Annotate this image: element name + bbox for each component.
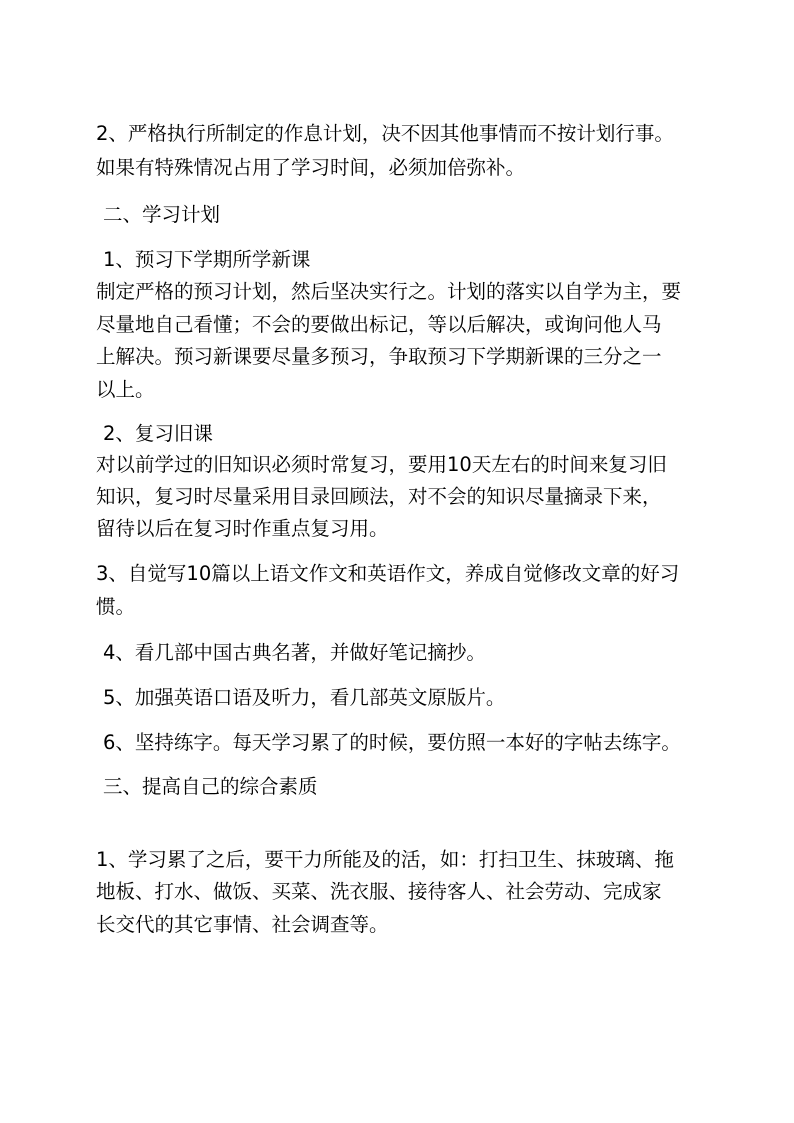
list-item: 4、看几部中国古典名著，并做好笔记摘抄。 bbox=[103, 641, 486, 664]
paragraph-line: 知识，复习时尽量采用目录回顾法，对不会的知识尽量摘录下来， bbox=[96, 485, 662, 508]
paragraph-line: 1、学习累了之后，要干力所能及的活，如：打扫卫生、抹玻璃、拖 bbox=[96, 848, 674, 871]
paragraph-line: 3、自觉写10篇以上语文作文和英语作文，养成自觉修改文章的好习 bbox=[96, 562, 680, 585]
paragraph-line: 上解决。预习新课要尽量多预习，争取预习下学期新课的三分之一 bbox=[96, 345, 662, 368]
list-item: 6、坚持练字。每天学习累了的时候，要仿照一本好的字帖去练字。 bbox=[103, 731, 681, 754]
list-item: 5、加强英语口语及听力，看几部英文原版片。 bbox=[103, 686, 506, 709]
paragraph-line: 地板、打水、做饭、买菜、洗衣服、接待客人、社会劳动、完成家 bbox=[96, 880, 662, 903]
paragraph-line: 对以前学过的旧知识必须时常复习，要用10天左右的时间来复习旧 bbox=[96, 453, 667, 476]
paragraph-line: 制定严格的预习计划，然后坚决实行之。计划的落实以自学为主，要 bbox=[96, 280, 682, 303]
paragraph-line: 如果有特殊情况占用了学习时间，必须加倍弥补。 bbox=[96, 156, 526, 179]
paragraph-line: 以上。 bbox=[96, 378, 155, 401]
paragraph-line: 长交代的其它事情、社会调查等。 bbox=[96, 913, 389, 936]
item-title: 1、预习下学期所学新课 bbox=[103, 248, 311, 271]
paragraph-line: 2、严格执行所制定的作息计划，决不因其他事情而不按计划行事。 bbox=[96, 122, 674, 145]
section-heading: 三、提高自己的综合素质 bbox=[103, 775, 318, 798]
item-title: 2、复习旧课 bbox=[103, 422, 213, 445]
paragraph-line: 惯。 bbox=[96, 595, 136, 618]
section-heading: 二、学习计划 bbox=[103, 203, 221, 226]
paragraph-line: 留待以后在复习时作重点复习用。 bbox=[96, 517, 389, 540]
paragraph-line: 尽量地自己看懂；不会的要做出标记，等以后解决，或询问他人马 bbox=[96, 313, 662, 336]
